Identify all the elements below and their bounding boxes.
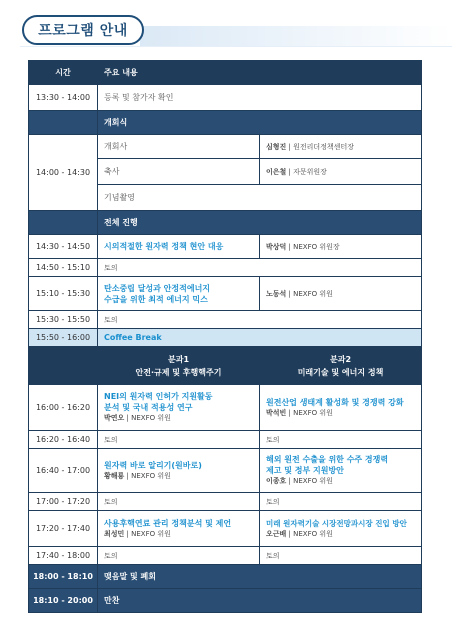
row-time: 15:30 - 15:50	[29, 311, 98, 329]
page-title: 프로그램 안내	[22, 15, 144, 45]
row-content: 기념촬영	[98, 185, 422, 211]
row-time: 17:40 - 18:00	[29, 547, 98, 565]
row-time: 15:10 - 15:30	[29, 277, 98, 311]
table-row	[29, 385, 422, 431]
talk-title-line: 해외 원전 수출을 위한 수주 경쟁력	[266, 455, 389, 464]
row-time: 14:00 - 14:30	[29, 135, 98, 211]
section-label: 개회식	[98, 111, 422, 135]
row-time	[29, 211, 98, 235]
col-header-content: 주요 내용	[98, 61, 422, 85]
row-time: 18:00 - 18:10	[29, 565, 98, 589]
speaker-role: NEXFO 위원	[293, 477, 333, 485]
session-2-discussion: 토의	[260, 431, 422, 449]
session-1-talk: NEI의 원자력 인허가 지원활동 분석 및 국내 적용성 연구 박연오 | NEXFO 위원	[98, 385, 260, 431]
speaker-name: 박석빈	[266, 408, 287, 417]
row-time: 14:50 - 15:10	[29, 259, 98, 277]
speaker-name: 박상덕	[266, 242, 287, 251]
row-content: 만찬	[98, 589, 422, 613]
closing-row	[29, 565, 422, 589]
table-row	[29, 277, 422, 311]
row-speaker: 심형진 | 원전리더정책센터장	[260, 135, 422, 159]
speaker-role: NEXFO 위원	[131, 471, 171, 480]
title-underline	[20, 46, 452, 47]
row-time: 16:00 - 16:20	[29, 385, 98, 431]
session-1-title: 분과1	[167, 354, 190, 364]
program-table	[28, 60, 422, 613]
row-content: 토의	[98, 259, 422, 277]
row-time: 16:20 - 16:40	[29, 431, 98, 449]
dinner-row	[29, 589, 422, 613]
session-2-header	[260, 347, 422, 385]
session-2-subtitle: 미래기술 및 에너지 정책	[297, 367, 384, 377]
speaker-role: NEXFO 위원장	[293, 242, 340, 251]
row-speaker: 노동석 | NEXFO 위원	[260, 277, 422, 311]
row-content: 등록 및 참가자 확인	[98, 85, 422, 111]
row-speaker: 이은철 | 자문위원장	[260, 159, 422, 185]
speaker-name: 이은철	[266, 167, 287, 176]
row-time	[29, 111, 98, 135]
session-2-talk: 원전산업 생태계 활성화 및 경쟁력 강화 박석빈 | NEXFO 위원	[260, 385, 422, 431]
talk-title-line: 사용후핵연료 관리 정책분석 및 제언	[104, 518, 232, 528]
session-1-discussion: 토의	[98, 547, 260, 565]
session-2-talk: 미래 원자력기술 시장전망과시장 진입 방안 오근배 | NEXFO 위원	[260, 511, 422, 547]
speaker-role: 원전리더정책센터장	[293, 142, 354, 151]
col-header-time: 시간	[29, 61, 98, 85]
session-2-title: 분과2	[329, 354, 352, 364]
talk-title-line: 미래 원자력기술 시장전망과시장 진입 방안	[266, 518, 407, 528]
row-content: 축사	[98, 159, 260, 185]
talk-title-line: 원전산업 생태계 활성화 및 경쟁력 강화	[266, 397, 404, 407]
table-row	[29, 547, 422, 565]
session-header-row	[29, 347, 422, 385]
table-row	[29, 511, 422, 547]
row-time	[29, 347, 98, 385]
speaker-name: 노동석	[266, 289, 287, 298]
talk-title: 시의적절한 원자력 정책 현안 대응	[98, 235, 260, 259]
session-1-discussion: 토의	[98, 493, 260, 511]
section-row-opening	[29, 111, 422, 135]
section-row-plenary	[29, 211, 422, 235]
row-time: 15:50 - 16:00	[29, 329, 98, 347]
table-row	[29, 235, 422, 259]
session-1-discussion: 토의	[98, 431, 260, 449]
session-2-discussion: 토의	[260, 547, 422, 565]
table-header-row	[29, 61, 422, 85]
coffee-break-row	[29, 329, 422, 347]
row-time: 18:10 - 20:00	[29, 589, 98, 613]
section-label: 전체 진행	[98, 211, 422, 235]
talk-title	[98, 277, 260, 311]
session-1-talk: 사용후핵연료 관리 정책분석 및 제언 최성민 | NEXFO 위원	[98, 511, 260, 547]
session-1-talk: 원자력 바로 알리기(원바로) 황해룡 | NEXFO 위원	[98, 449, 260, 493]
row-time: 14:30 - 14:50	[29, 235, 98, 259]
talk-title-line: 제고 및 정부 지원방안	[266, 466, 344, 475]
row-time: 17:20 - 17:40	[29, 511, 98, 547]
speaker-role: NEXFO 위원	[131, 414, 171, 422]
speaker-name: 오근배	[266, 529, 287, 538]
session-1-header	[98, 347, 260, 385]
speaker-role: NEXFO 위원	[131, 529, 171, 538]
table-row	[29, 135, 422, 159]
speaker-name: 황해룡	[104, 471, 125, 480]
row-content: 토의	[98, 311, 422, 329]
session-2-discussion: 토의	[260, 493, 422, 511]
table-row	[29, 311, 422, 329]
row-content: 맺음말 및 폐회	[98, 565, 422, 589]
coffee-break-label: Coffee Break	[98, 329, 422, 347]
speaker-name: 최성민	[104, 529, 125, 538]
speaker-name: 심형진	[266, 142, 287, 151]
row-time: 13:30 - 14:00	[29, 85, 98, 111]
speaker-role: NEXFO 위원	[293, 408, 333, 417]
table-row	[29, 449, 422, 493]
talk-title-line: 원자력 바로 알리기(원바로)	[104, 460, 202, 470]
session-2-talk: 해외 원전 수출을 위한 수주 경쟁력 제고 및 정부 지원방안 이종호 | NEXFO 위원	[260, 449, 422, 493]
session-1-subtitle: 안전·규제 및 후행핵주기	[135, 367, 222, 377]
talk-title-line: NEI의 원자력 인허가 지원활동	[104, 392, 213, 401]
talk-title-line: 분석 및 국내 적용성 연구	[104, 403, 193, 412]
table-row	[29, 259, 422, 277]
talk-title-line: 수급을 위한 최적 에너지 믹스	[104, 294, 208, 304]
speaker-role: 자문위원장	[293, 167, 327, 176]
speaker-name: 박연오	[104, 414, 125, 422]
speaker-name: 이종호	[266, 477, 287, 485]
speaker-role: NEXFO 위원	[293, 289, 333, 298]
row-time: 17:00 - 17:20	[29, 493, 98, 511]
talk-title-line: 탄소중립 달성과 안정적에너지	[104, 283, 211, 293]
table-row	[29, 431, 422, 449]
row-content: 개회사	[98, 135, 260, 159]
title-decoration	[140, 26, 452, 46]
speaker-role: NEXFO 위원	[293, 529, 333, 538]
table-row	[29, 493, 422, 511]
table-row	[29, 85, 422, 111]
row-time: 16:40 - 17:00	[29, 449, 98, 493]
row-speaker: 박상덕 | NEXFO 위원장	[260, 235, 422, 259]
